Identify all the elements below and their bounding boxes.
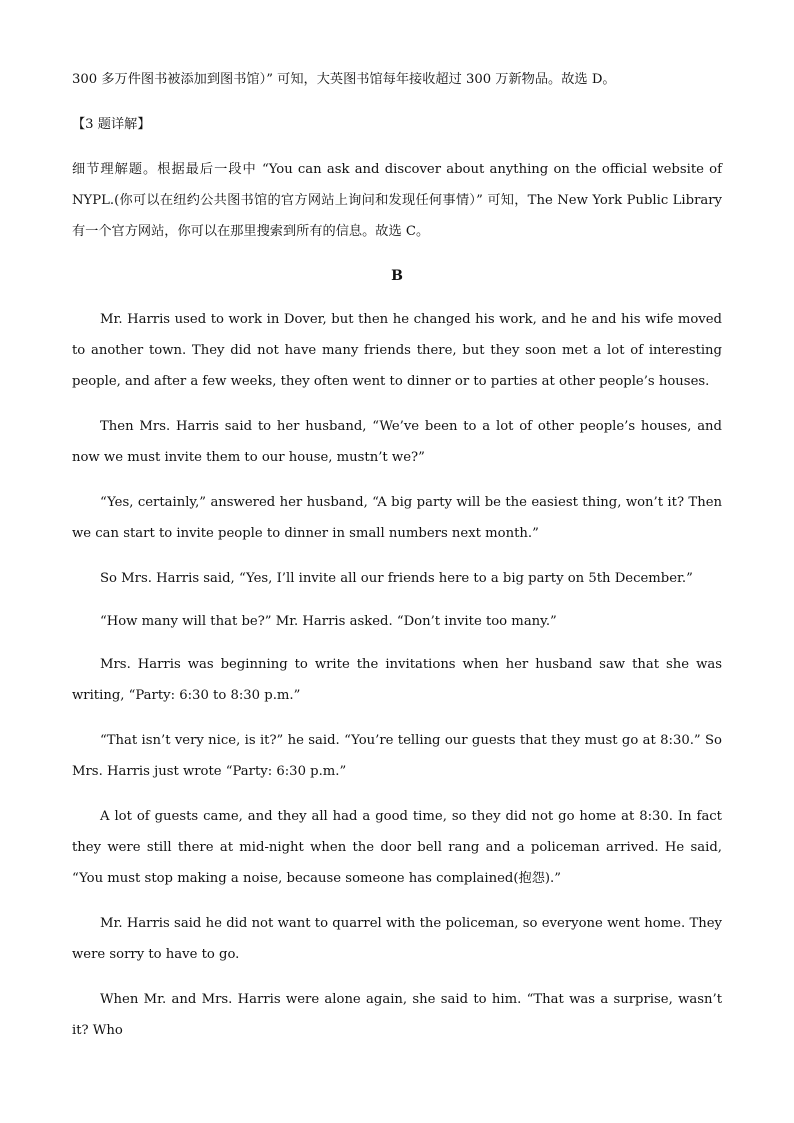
passage-paragraph: Mr. Harris said he did not want to quarrel with the policeman, so everyone went home. They were sorry to have to go. (72, 916, 722, 962)
section-title: B (391, 268, 403, 284)
passage-paragraph: So Mrs. Harris said, “Yes, I’ll invite all our friends here to a big party on 5th December.” (100, 571, 693, 586)
passage-paragraph: When Mr. and Mrs. Harris were alone again, she said to him. “That was a surprise, wasn’t it? Who (72, 992, 722, 1038)
passage-paragraph: Then Mrs. Harris said to her husband, “We’ve been to a lot of other people’s houses, and now we must invite them to our house, mustn’t we?” (72, 419, 722, 465)
passage-paragraph: A lot of guests came, and they all had a good time, so they did not go home at 8:30. In fact they were still there at mid-night when the door bell rang and a policeman arrived. He said, “You must stop making a noise, because someone has complained(抱怨).” (72, 809, 722, 886)
question-3-heading: 【3 题详解】 (72, 117, 151, 132)
passage-paragraph: “How many will that be?” Mr. Harris asked. “Don’t invite too many.” (100, 614, 557, 629)
answer-paragraph-2: 细节理解题。根据最后一段中 “You can ask and discover about anything on the official website of NYPL.(你可以在纽约公共图书馆的官方网站上询问和发现任何事情）” 可知，The New York Public Library 有一个官方网站，你可以在那里搜索到所有的信息。故选 C。 (72, 162, 722, 239)
passage-paragraph: “That isn’t very nice, is it?” he said. “You’re telling our guests that they must go at 8:30.” So Mrs. Harris just wrote “Party: 6:30 p.m.” (72, 733, 722, 779)
answer-paragraph-1: 300 多万件图书被添加到图书馆）” 可知，大英图书馆每年接收超过 300 万新物品。故选 D。 (72, 72, 616, 87)
passage-paragraph: Mrs. Harris was beginning to write the invitations when her husband saw that she was writing, “Party: 6:30 to 8:30 p.m.” (72, 657, 722, 703)
passage-paragraph: Mr. Harris used to work in Dover, but then he changed his work, and he and his wife moved to another town. They did not have many friends there, but they soon met a lot of interesting people, and after a few weeks, they often went to dinner or to parties at other people’s houses. (72, 312, 722, 389)
document-page (72, 64, 722, 1060)
passage-paragraph: “Yes, certainly,” answered her husband, “A big party will be the easiest thing, won’t it? Then we can start to invite people to dinner in small numbers next month.” (72, 495, 722, 541)
